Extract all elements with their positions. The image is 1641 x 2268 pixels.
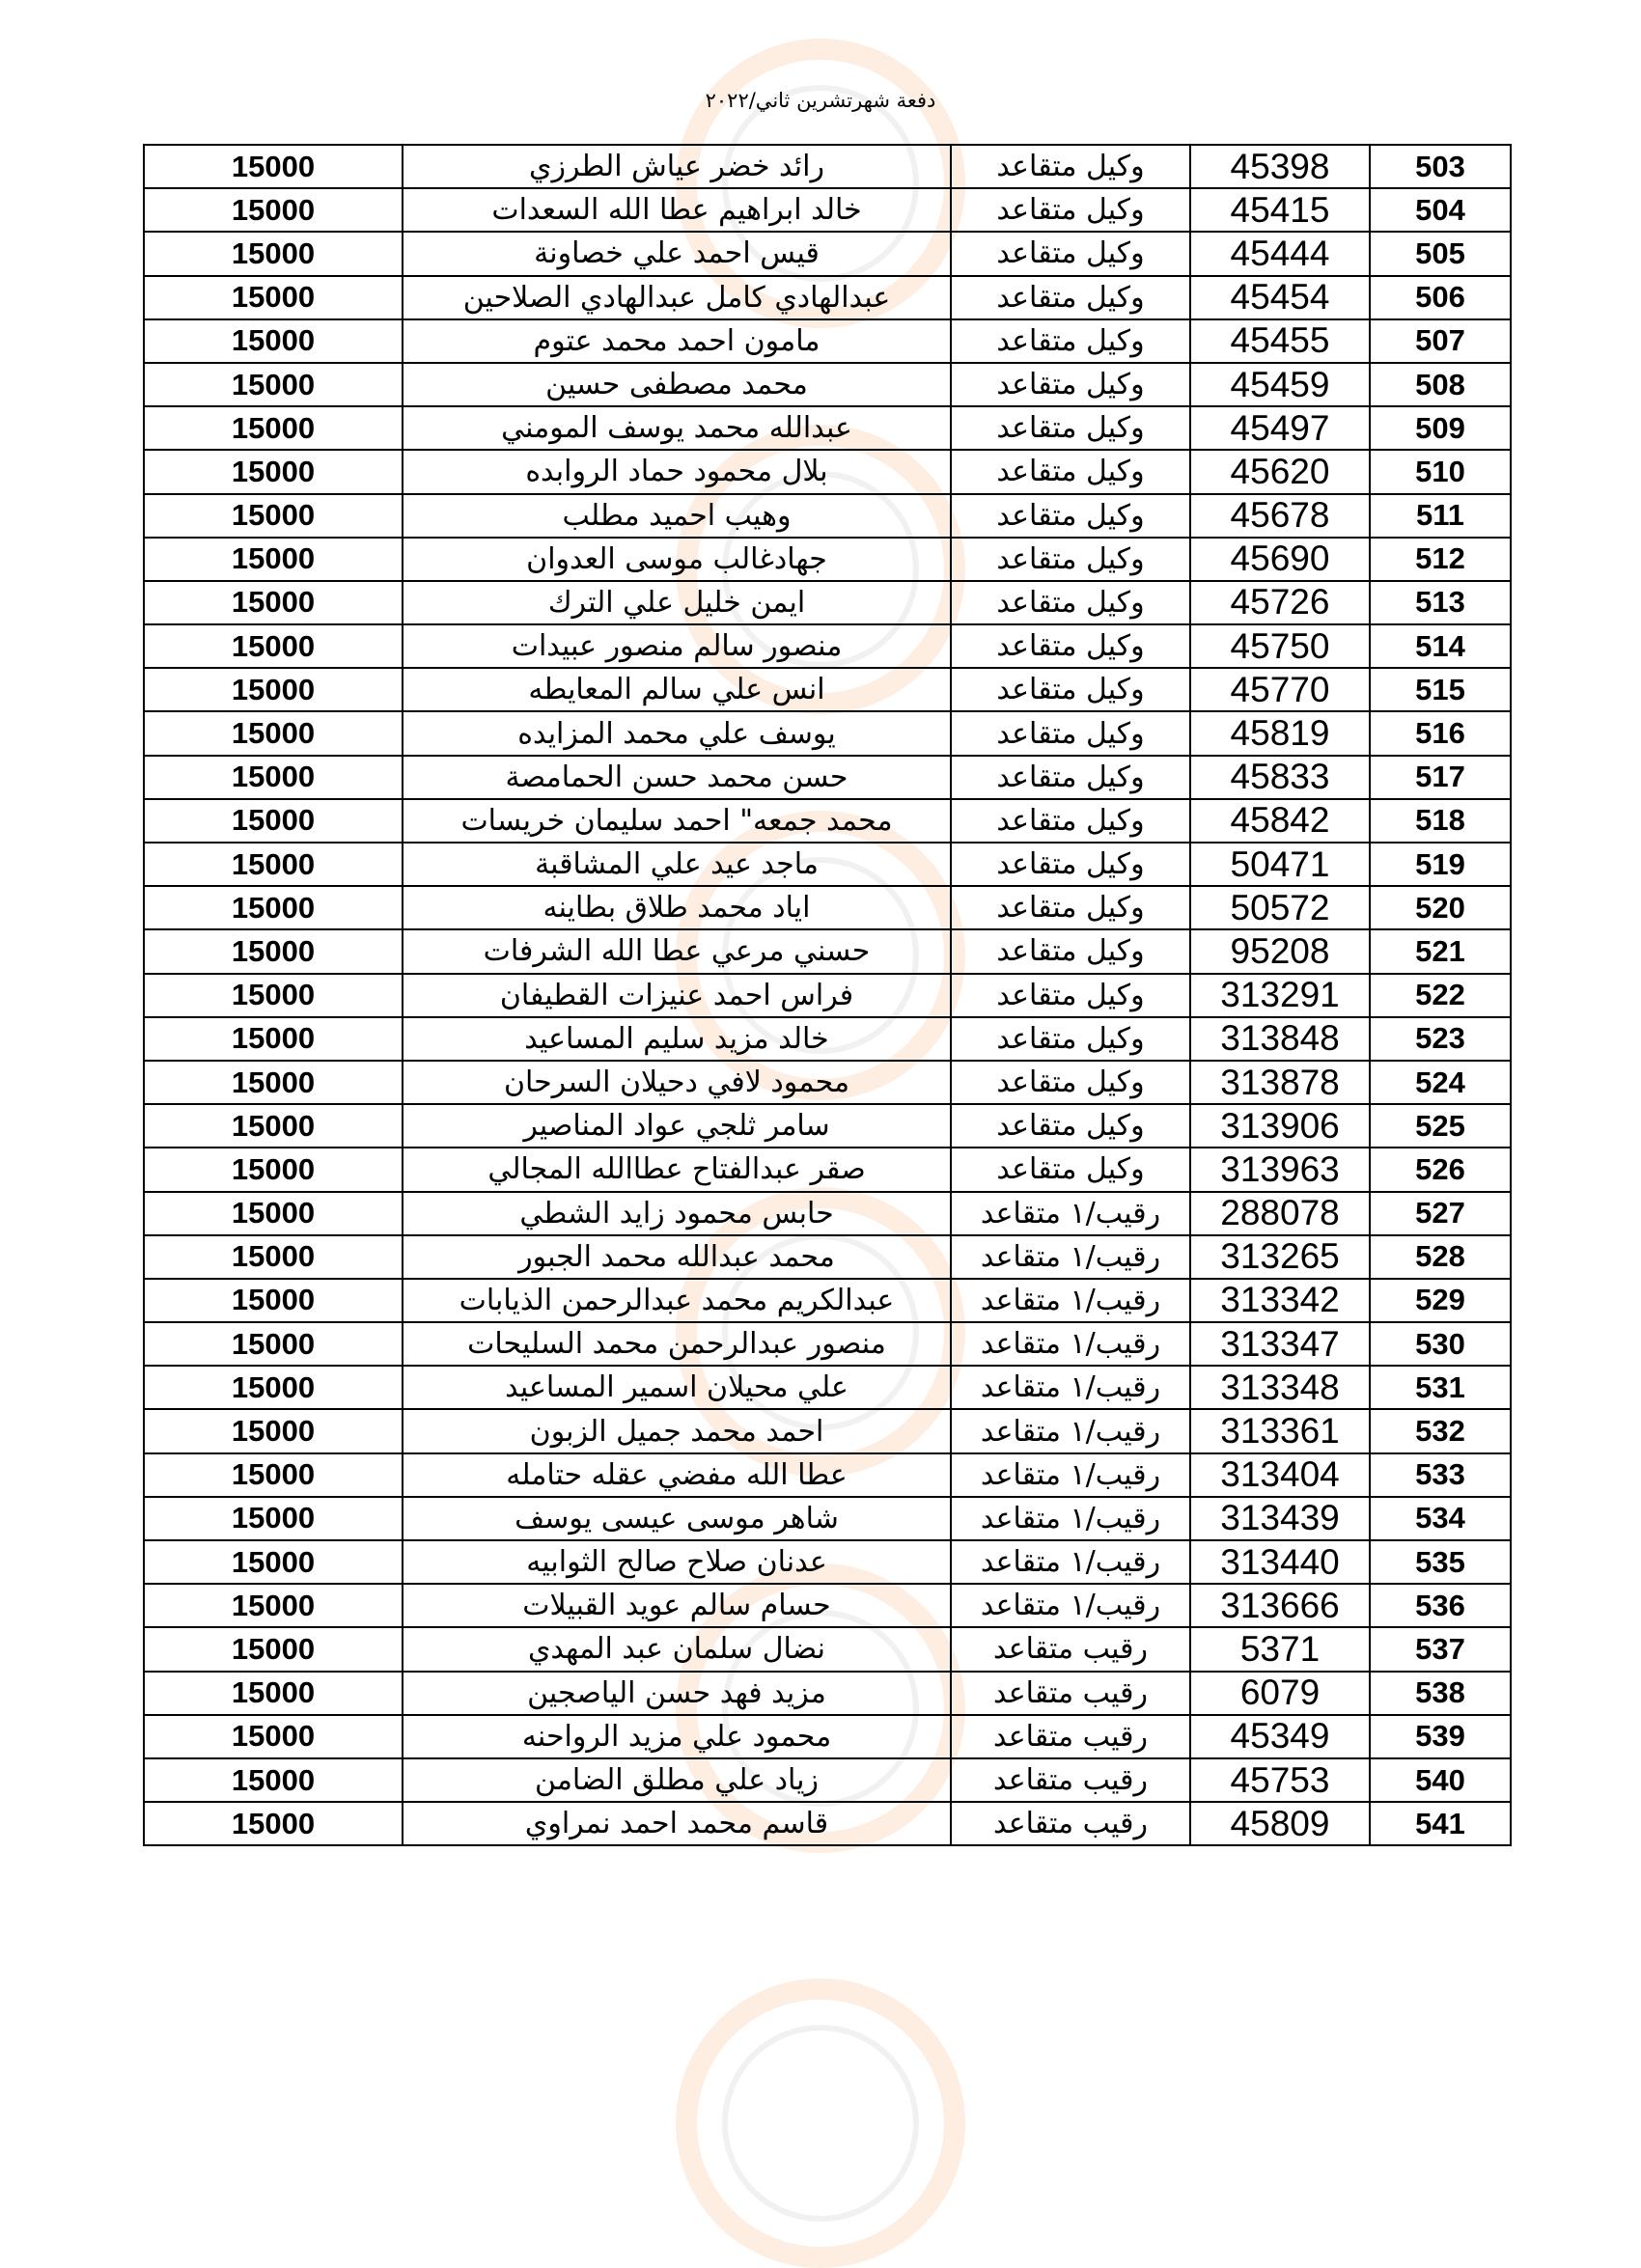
- table-row: [144, 799, 1511, 843]
- name-cell: محمد مصطفى حسين: [403, 363, 951, 406]
- table-row: [144, 1715, 1511, 1758]
- amount-cell: 15000: [144, 1148, 403, 1191]
- amount-cell: 15000: [144, 756, 403, 799]
- id-number-cell: 5371: [1190, 1627, 1370, 1671]
- sequence-cell: 517: [1370, 756, 1511, 799]
- sequence-cell: 533: [1370, 1453, 1511, 1497]
- table-row: [144, 1148, 1511, 1191]
- sequence-cell: 529: [1370, 1279, 1511, 1322]
- amount-cell: 15000: [144, 363, 403, 406]
- amount-cell: 15000: [144, 276, 403, 319]
- rank-cell: وكيل متقاعد: [951, 1061, 1190, 1104]
- name-cell: قاسم محمد احمد نمراوي: [403, 1802, 951, 1845]
- rank-cell: وكيل متقاعد: [951, 406, 1190, 450]
- amount-cell: 15000: [144, 1497, 403, 1540]
- name-cell: رائد خضر عياش الطرزي: [403, 145, 951, 188]
- sequence-cell: 527: [1370, 1192, 1511, 1235]
- table-row: [144, 1061, 1511, 1104]
- rank-cell: وكيل متقاعد: [951, 276, 1190, 319]
- rank-cell: وكيل متقاعد: [951, 624, 1190, 668]
- amount-cell: 15000: [144, 1322, 403, 1366]
- table-row: [144, 406, 1511, 450]
- table-row: [144, 711, 1511, 755]
- table-row: [144, 145, 1511, 188]
- sequence-cell: 525: [1370, 1104, 1511, 1148]
- rank-cell: وكيل متقاعد: [951, 494, 1190, 538]
- sequence-cell: 531: [1370, 1366, 1511, 1409]
- rank-cell: وكيل متقاعد: [951, 581, 1190, 624]
- sequence-cell: 532: [1370, 1409, 1511, 1452]
- amount-cell: 15000: [144, 1758, 403, 1802]
- rank-cell: رقيب/١ متقاعد: [951, 1540, 1190, 1584]
- amount-cell: 15000: [144, 624, 403, 668]
- amount-cell: 15000: [144, 886, 403, 929]
- name-cell: مزيد فهد حسن الياصجين: [403, 1672, 951, 1715]
- sequence-cell: 535: [1370, 1540, 1511, 1584]
- id-number-cell: 50572: [1190, 886, 1370, 929]
- amount-cell: 15000: [144, 1409, 403, 1452]
- table-row: [144, 843, 1511, 886]
- rank-cell: رقيب/١ متقاعد: [951, 1584, 1190, 1627]
- name-cell: بلال محمود حماد الروابده: [403, 450, 951, 493]
- table-row: [144, 276, 1511, 319]
- name-cell: فراس احمد عنيزات القطيفان: [403, 974, 951, 1017]
- id-number-cell: 313361: [1190, 1409, 1370, 1452]
- sequence-cell: 522: [1370, 974, 1511, 1017]
- id-number-cell: 313439: [1190, 1497, 1370, 1540]
- rank-cell: رقيب/١ متقاعد: [951, 1235, 1190, 1279]
- table-row: [144, 624, 1511, 668]
- sequence-cell: 514: [1370, 624, 1511, 668]
- id-number-cell: 313347: [1190, 1322, 1370, 1366]
- amount-cell: 15000: [144, 319, 403, 363]
- id-number-cell: 45750: [1190, 624, 1370, 668]
- amount-cell: 15000: [144, 1279, 403, 1322]
- table-row: [144, 1192, 1511, 1235]
- sequence-cell: 513: [1370, 581, 1511, 624]
- sequence-cell: 509: [1370, 406, 1511, 450]
- amount-cell: 15000: [144, 1627, 403, 1671]
- amount-cell: 15000: [144, 929, 403, 973]
- id-number-cell: 50471: [1190, 843, 1370, 886]
- amount-cell: 15000: [144, 188, 403, 232]
- table-row: [144, 668, 1511, 711]
- table-row: [144, 450, 1511, 493]
- id-number-cell: 45444: [1190, 232, 1370, 275]
- id-number-cell: 313666: [1190, 1584, 1370, 1627]
- rank-cell: وكيل متقاعد: [951, 188, 1190, 232]
- id-number-cell: 6079: [1190, 1672, 1370, 1715]
- name-cell: محمد جمعه" احمد سليمان خريسات: [403, 799, 951, 843]
- table-row: [144, 1366, 1511, 1409]
- id-number-cell: 313440: [1190, 1540, 1370, 1584]
- amount-cell: 15000: [144, 406, 403, 450]
- table-row: [144, 1453, 1511, 1497]
- amount-cell: 15000: [144, 145, 403, 188]
- id-number-cell: 45678: [1190, 494, 1370, 538]
- id-number-cell: 45454: [1190, 276, 1370, 319]
- table-body: [144, 145, 1511, 1845]
- sequence-cell: 524: [1370, 1061, 1511, 1104]
- amount-cell: 15000: [144, 1715, 403, 1758]
- amount-cell: 15000: [144, 538, 403, 581]
- table-row: [144, 974, 1511, 1017]
- sequence-cell: 528: [1370, 1235, 1511, 1279]
- amount-cell: 15000: [144, 711, 403, 755]
- name-cell: حابس محمود زايد الشطي: [403, 1192, 951, 1235]
- table-row: [144, 1802, 1511, 1845]
- table-row: [144, 1235, 1511, 1279]
- rank-cell: وكيل متقاعد: [951, 538, 1190, 581]
- id-number-cell: 313342: [1190, 1279, 1370, 1322]
- sequence-cell: 510: [1370, 450, 1511, 493]
- table-row: [144, 581, 1511, 624]
- amount-cell: 15000: [144, 1061, 403, 1104]
- name-cell: اياد محمد طلاق بطاينه: [403, 886, 951, 929]
- rank-cell: رقيب/١ متقاعد: [951, 1497, 1190, 1540]
- amount-cell: 15000: [144, 450, 403, 493]
- sequence-cell: 516: [1370, 711, 1511, 755]
- name-cell: محمود لافي دحيلان السرحان: [403, 1061, 951, 1104]
- amount-cell: 15000: [144, 581, 403, 624]
- id-number-cell: 45842: [1190, 799, 1370, 843]
- amount-cell: 15000: [144, 232, 403, 275]
- table-row: [144, 1627, 1511, 1671]
- name-cell: شاهر موسى عيسى يوسف: [403, 1497, 951, 1540]
- sequence-cell: 526: [1370, 1148, 1511, 1191]
- rank-cell: رقيب متقاعد: [951, 1802, 1190, 1845]
- rank-cell: وكيل متقاعد: [951, 1017, 1190, 1061]
- id-number-cell: 45690: [1190, 538, 1370, 581]
- name-cell: محمود علي مزيد الرواحنه: [403, 1715, 951, 1758]
- table-row: [144, 1540, 1511, 1584]
- id-number-cell: 45819: [1190, 711, 1370, 755]
- sequence-cell: 503: [1370, 145, 1511, 188]
- id-number-cell: 45726: [1190, 581, 1370, 624]
- sequence-cell: 507: [1370, 319, 1511, 363]
- rank-cell: وكيل متقاعد: [951, 145, 1190, 188]
- sequence-cell: 538: [1370, 1672, 1511, 1715]
- table-row: [144, 232, 1511, 275]
- sequence-cell: 515: [1370, 668, 1511, 711]
- name-cell: صقر عبدالفتاح عطاالله المجالي: [403, 1148, 951, 1191]
- name-cell: يوسف علي محمد المزايده: [403, 711, 951, 755]
- table-row: [144, 756, 1511, 799]
- name-cell: محمد عبدالله محمد الجبور: [403, 1235, 951, 1279]
- table-row: [144, 1497, 1511, 1540]
- table-row: [144, 494, 1511, 538]
- id-number-cell: 288078: [1190, 1192, 1370, 1235]
- sequence-cell: 520: [1370, 886, 1511, 929]
- name-cell: علي محيلان اسمير المساعيد: [403, 1366, 951, 1409]
- rank-cell: وكيل متقاعد: [951, 1148, 1190, 1191]
- table-row: [144, 1322, 1511, 1366]
- sequence-cell: 523: [1370, 1017, 1511, 1061]
- name-cell: ماجد عيد علي المشاقبة: [403, 843, 951, 886]
- id-number-cell: 313878: [1190, 1061, 1370, 1104]
- table-row: [144, 1279, 1511, 1322]
- name-cell: ايمن خليل علي الترك: [403, 581, 951, 624]
- rank-cell: وكيل متقاعد: [951, 319, 1190, 363]
- amount-cell: 15000: [144, 1540, 403, 1584]
- amount-cell: 15000: [144, 974, 403, 1017]
- rank-cell: رقيب/١ متقاعد: [951, 1192, 1190, 1235]
- rank-cell: وكيل متقاعد: [951, 756, 1190, 799]
- id-number-cell: 45459: [1190, 363, 1370, 406]
- id-number-cell: 45455: [1190, 319, 1370, 363]
- table-row: [144, 538, 1511, 581]
- rank-cell: رقيب متقاعد: [951, 1715, 1190, 1758]
- name-cell: حسام سالم عويد القبيلات: [403, 1584, 951, 1627]
- table-row: [144, 188, 1511, 232]
- id-number-cell: 313291: [1190, 974, 1370, 1017]
- sequence-cell: 505: [1370, 232, 1511, 275]
- amount-cell: 15000: [144, 1366, 403, 1409]
- amount-cell: 15000: [144, 1017, 403, 1061]
- rank-cell: وكيل متقاعد: [951, 450, 1190, 493]
- amount-cell: 15000: [144, 1584, 403, 1627]
- sequence-cell: 534: [1370, 1497, 1511, 1540]
- amount-cell: 15000: [144, 1672, 403, 1715]
- rank-cell: وكيل متقاعد: [951, 886, 1190, 929]
- table-row: [144, 1672, 1511, 1715]
- rank-cell: رقيب/١ متقاعد: [951, 1322, 1190, 1366]
- table-row: [144, 1409, 1511, 1452]
- sequence-cell: 521: [1370, 929, 1511, 973]
- sequence-cell: 508: [1370, 363, 1511, 406]
- sequence-cell: 536: [1370, 1584, 1511, 1627]
- sequence-cell: 537: [1370, 1627, 1511, 1671]
- name-cell: قيس احمد علي خصاونة: [403, 232, 951, 275]
- table-row: [144, 363, 1511, 406]
- table-row: [144, 1017, 1511, 1061]
- sequence-cell: 518: [1370, 799, 1511, 843]
- name-cell: عبدالكريم محمد عبدالرحمن الذيابات: [403, 1279, 951, 1322]
- id-number-cell: 45349: [1190, 1715, 1370, 1758]
- name-cell: خالد مزيد سليم المساعيد: [403, 1017, 951, 1061]
- id-number-cell: 313906: [1190, 1104, 1370, 1148]
- rank-cell: رقيب/١ متقاعد: [951, 1453, 1190, 1497]
- name-cell: منصور سالم منصور عبيدات: [403, 624, 951, 668]
- sequence-cell: 541: [1370, 1802, 1511, 1845]
- name-cell: عدنان صلاح صالح الثوابيه: [403, 1540, 951, 1584]
- name-cell: منصور عبدالرحمن محمد السليحات: [403, 1322, 951, 1366]
- sequence-cell: 504: [1370, 188, 1511, 232]
- name-cell: مامون احمد محمد عتوم: [403, 319, 951, 363]
- amount-cell: 15000: [144, 1453, 403, 1497]
- name-cell: زياد علي مطلق الضامن: [403, 1758, 951, 1802]
- name-cell: حسن محمد حسن الحمامصة: [403, 756, 951, 799]
- table-row: [144, 886, 1511, 929]
- id-number-cell: 313404: [1190, 1453, 1370, 1497]
- name-cell: وهيب احميد مطلب: [403, 494, 951, 538]
- rank-cell: وكيل متقاعد: [951, 232, 1190, 275]
- name-cell: خالد ابراهيم عطا الله السعدات: [403, 188, 951, 232]
- table-row: [144, 1104, 1511, 1148]
- rank-cell: وكيل متقاعد: [951, 668, 1190, 711]
- rank-cell: وكيل متقاعد: [951, 974, 1190, 1017]
- sequence-cell: 512: [1370, 538, 1511, 581]
- name-cell: حسني مرعي عطا الله الشرفات: [403, 929, 951, 973]
- id-number-cell: 45753: [1190, 1758, 1370, 1802]
- watermark-logo: [676, 1978, 965, 2268]
- name-cell: انس علي سالم المعايطه: [403, 668, 951, 711]
- rank-cell: وكيل متقاعد: [951, 799, 1190, 843]
- rank-cell: رقيب/١ متقاعد: [951, 1409, 1190, 1452]
- id-number-cell: 313348: [1190, 1366, 1370, 1409]
- name-cell: نضال سلمان عبد المهدي: [403, 1627, 951, 1671]
- sequence-cell: 539: [1370, 1715, 1511, 1758]
- amount-cell: 15000: [144, 494, 403, 538]
- name-cell: احمد محمد جميل الزبون: [403, 1409, 951, 1452]
- table-row: [144, 1758, 1511, 1802]
- rank-cell: رقيب متقاعد: [951, 1672, 1190, 1715]
- id-number-cell: 95208: [1190, 929, 1370, 973]
- id-number-cell: 313265: [1190, 1235, 1370, 1279]
- rank-cell: وكيل متقاعد: [951, 929, 1190, 973]
- id-number-cell: 45398: [1190, 145, 1370, 188]
- id-number-cell: 313848: [1190, 1017, 1370, 1061]
- name-cell: سامر ثلجي عواد المناصير: [403, 1104, 951, 1148]
- sequence-cell: 511: [1370, 494, 1511, 538]
- rank-cell: رقيب/١ متقاعد: [951, 1366, 1190, 1409]
- rank-cell: وكيل متقاعد: [951, 711, 1190, 755]
- name-cell: عطا الله مفضي عقله حتامله: [403, 1453, 951, 1497]
- id-number-cell: 45833: [1190, 756, 1370, 799]
- sequence-cell: 506: [1370, 276, 1511, 319]
- rank-cell: رقيب متقاعد: [951, 1627, 1190, 1671]
- payment-table: [143, 144, 1512, 1846]
- id-number-cell: 45497: [1190, 406, 1370, 450]
- rank-cell: وكيل متقاعد: [951, 363, 1190, 406]
- table-row: [144, 929, 1511, 973]
- amount-cell: 15000: [144, 1192, 403, 1235]
- rank-cell: وكيل متقاعد: [951, 1104, 1190, 1148]
- amount-cell: 15000: [144, 843, 403, 886]
- table-row: [144, 319, 1511, 363]
- table-row: [144, 1584, 1511, 1627]
- id-number-cell: 45809: [1190, 1802, 1370, 1845]
- rank-cell: وكيل متقاعد: [951, 843, 1190, 886]
- sequence-cell: 540: [1370, 1758, 1511, 1802]
- amount-cell: 15000: [144, 1104, 403, 1148]
- id-number-cell: 45415: [1190, 188, 1370, 232]
- sequence-cell: 519: [1370, 843, 1511, 886]
- amount-cell: 15000: [144, 1235, 403, 1279]
- page-title: دفعة شهرتشرين ثاني/٢٠٢٢: [705, 89, 936, 112]
- id-number-cell: 313963: [1190, 1148, 1370, 1191]
- sequence-cell: 530: [1370, 1322, 1511, 1366]
- amount-cell: 15000: [144, 668, 403, 711]
- rank-cell: رقيب متقاعد: [951, 1758, 1190, 1802]
- id-number-cell: 45770: [1190, 668, 1370, 711]
- name-cell: جهادغالب موسى العدوان: [403, 538, 951, 581]
- name-cell: عبدالهادي كامل عبدالهادي الصلاحين: [403, 276, 951, 319]
- id-number-cell: 45620: [1190, 450, 1370, 493]
- rank-cell: رقيب/١ متقاعد: [951, 1279, 1190, 1322]
- amount-cell: 15000: [144, 1802, 403, 1845]
- amount-cell: 15000: [144, 799, 403, 843]
- name-cell: عبدالله محمد يوسف المومني: [403, 406, 951, 450]
